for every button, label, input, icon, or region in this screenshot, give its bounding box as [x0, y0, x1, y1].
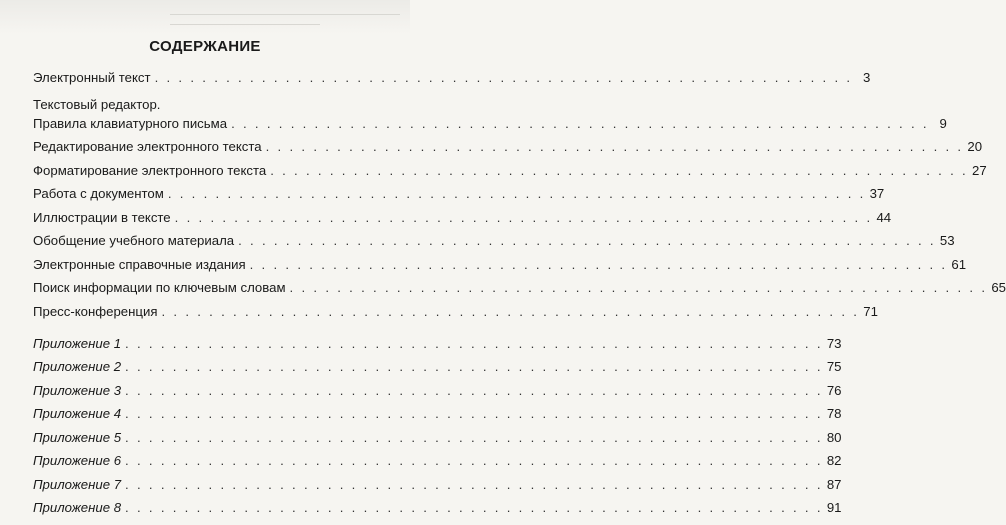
toc-page-number: 73: [826, 335, 842, 351]
toc-entry-label: Электронный текст: [33, 70, 151, 85]
bleed-through-line-1: [170, 14, 400, 15]
dot-leader: . . . . . . . . . . . . . . . . . . . . . . . . . . . . . . . . . . . . . . . . . . . . . . . . . . . . . . . . . . .: [161, 303, 860, 319]
table-of-contents: [33, 70, 1006, 522]
dot-leader: . . . . . . . . . . . . . . . . . . . . . . . . . . . . . . . . . . . . . . . . . . . . . . . . . . . . . . . . . . .: [174, 209, 873, 225]
toc-page-number: 71: [863, 303, 878, 319]
dot-leader: . . . . . . . . . . . . . . . . . . . . . . . . . . . . . . . . . . . . . . . . . . . . . . . . . . . . . . . . . . .: [125, 500, 823, 515]
toc-entry-label: Иллюстрации в тексте: [33, 209, 171, 225]
toc-entry-appendix-4: [33, 406, 842, 428]
toc-entry-label: Электронные справочные издания: [33, 256, 246, 272]
toc-page-number: 78: [826, 406, 842, 421]
dot-leader: . . . . . . . . . . . . . . . . . . . . . . . . . . . . . . . . . . . . . . . . . . . . . . . . . . . . . . . . . . .: [125, 359, 823, 374]
toc-entry-appendix-7: [33, 476, 842, 499]
toc-entry-appendix-8: [33, 500, 842, 522]
toc-entry-press-conference: [33, 303, 878, 326]
toc-page-number: 20: [967, 139, 983, 154]
toc-entry-label: Приложение 2: [33, 359, 122, 374]
toc-page-number: 91: [826, 500, 842, 515]
toc-entry-electronic-text: [33, 70, 871, 92]
dot-leader: . . . . . . . . . . . . . . . . . . . . . . . . . . . . . . . . . . . . . . . . . . . . . . . . . . . . . . . . . . .: [154, 70, 853, 85]
dot-leader: . . . . . . . . . . . . . . . . . . . . . . . . . . . . . . . . . . . . . . . . . . . . . . . . . . . . . . . . . . .: [231, 115, 929, 131]
toc-entry-label: Пресс-конференция: [33, 303, 158, 319]
dot-leader: . . . . . . . . . . . . . . . . . . . . . . . . . . . . . . . . . . . . . . . . . . . . . . . . . . . . . . . . . . .: [125, 406, 823, 421]
toc-entry-appendix-3: [33, 382, 842, 405]
toc-entry-appendix-1: [33, 335, 842, 358]
toc-entry-label: Форматирование электронного текста: [33, 162, 267, 178]
toc-page-number: 76: [826, 382, 842, 398]
dot-leader: . . . . . . . . . . . . . . . . . . . . . . . . . . . . . . . . . . . . . . . . . . . . . . . . . . . . . . . . . . .: [125, 476, 823, 492]
dot-leader: . . . . . . . . . . . . . . . . . . . . . . . . . . . . . . . . . . . . . . . . . . . . . . . . . . . . . . . . . . .: [249, 256, 948, 272]
toc-entry-label: Обобщение учебного материала: [33, 233, 235, 248]
dot-leader: . . . . . . . . . . . . . . . . . . . . . . . . . . . . . . . . . . . . . . . . . . . . . . . . . . . . . . . . . . .: [125, 429, 823, 445]
toc-page-number: 65: [991, 280, 1006, 295]
toc-page-number: 37: [869, 186, 885, 201]
toc-entry-title-line: Текстовый редактор.: [33, 96, 161, 112]
toc-entry-appendix-2: [33, 359, 842, 381]
toc-entry-appendix-6: [33, 453, 842, 475]
dot-leader: . . . . . . . . . . . . . . . . . . . . . . . . . . . . . . . . . . . . . . . . . . . . . . . . . . . . . . . . . . .: [265, 139, 964, 154]
dot-leader: . . . . . . . . . . . . . . . . . . . . . . . . . . . . . . . . . . . . . . . . . . . . . . . . . . . . . . . . . . .: [125, 335, 823, 351]
toc-entry-text-editor: [33, 94, 947, 138]
toc-page-number: 87: [826, 476, 842, 492]
toc-entry-reference: [33, 256, 967, 279]
toc-entry-summary: [33, 233, 955, 255]
toc-page-number: 3: [863, 70, 871, 85]
toc-page-number: 61: [951, 256, 967, 272]
bleed-through-area: [0, 0, 410, 34]
toc-entry-label: Редактирование электронного текста: [33, 139, 262, 154]
toc-entry-document: [33, 186, 885, 208]
contents-title: СОДЕРЖАНИЕ: [149, 38, 261, 55]
dot-leader: . . . . . . . . . . . . . . . . . . . . . . . . . . . . . . . . . . . . . . . . . . . . . . . . . . . . . . . . . . .: [270, 162, 968, 178]
toc-page-number: 27: [971, 162, 987, 178]
toc-entry-label: Правила клавиатурного письма: [33, 115, 228, 131]
toc-entry-label: Приложение 8: [33, 500, 122, 515]
dot-leader: . . . . . . . . . . . . . . . . . . . . . . . . . . . . . . . . . . . . . . . . . . . . . . . . . . . . . . . . . . .: [125, 453, 823, 468]
dot-leader: . . . . . . . . . . . . . . . . . . . . . . . . . . . . . . . . . . . . . . . . . . . . . . . . . . . . . . . . . . .: [238, 233, 936, 248]
dot-leader: . . . . . . . . . . . . . . . . . . . . . . . . . . . . . . . . . . . . . . . . . . . . . . . . . . . . . . . . . . .: [125, 382, 823, 398]
dot-leader: . . . . . . . . . . . . . . . . . . . . . . . . . . . . . . . . . . . . . . . . . . . . . . . . . . . . . . . . . . .: [167, 186, 866, 201]
toc-page-number: 80: [826, 429, 842, 445]
toc-entry-editing: [33, 139, 983, 161]
toc-entry-label: Поиск информации по ключевым словам: [33, 280, 286, 295]
toc-entry-label: Приложение 5: [33, 429, 122, 445]
toc-entry-label: Приложение 1: [33, 335, 122, 351]
toc-entry-label: Приложение 4: [33, 406, 122, 421]
toc-entry-label: Приложение 6: [33, 453, 122, 468]
toc-entry-label: Приложение 3: [33, 382, 122, 398]
toc-page-number: 82: [826, 453, 842, 468]
toc-entry-appendix-5: [33, 429, 842, 452]
toc-entry-keyword-search: [33, 280, 1006, 302]
toc-entry-illustrations: [33, 209, 892, 232]
toc-page-number: 44: [876, 209, 892, 225]
toc-entry-formatting: [33, 162, 987, 185]
toc-entry-label: Работа с документом: [33, 186, 164, 201]
toc-page-number: 9: [939, 115, 947, 131]
toc-page-number: 75: [826, 359, 842, 374]
toc-page-number: 53: [939, 233, 955, 248]
toc-entry-label: Приложение 7: [33, 476, 122, 492]
dot-leader: . . . . . . . . . . . . . . . . . . . . . . . . . . . . . . . . . . . . . . . . . . . . . . . . . . . . . . . . . . .: [289, 280, 988, 295]
bleed-through-line-2: [170, 24, 320, 25]
